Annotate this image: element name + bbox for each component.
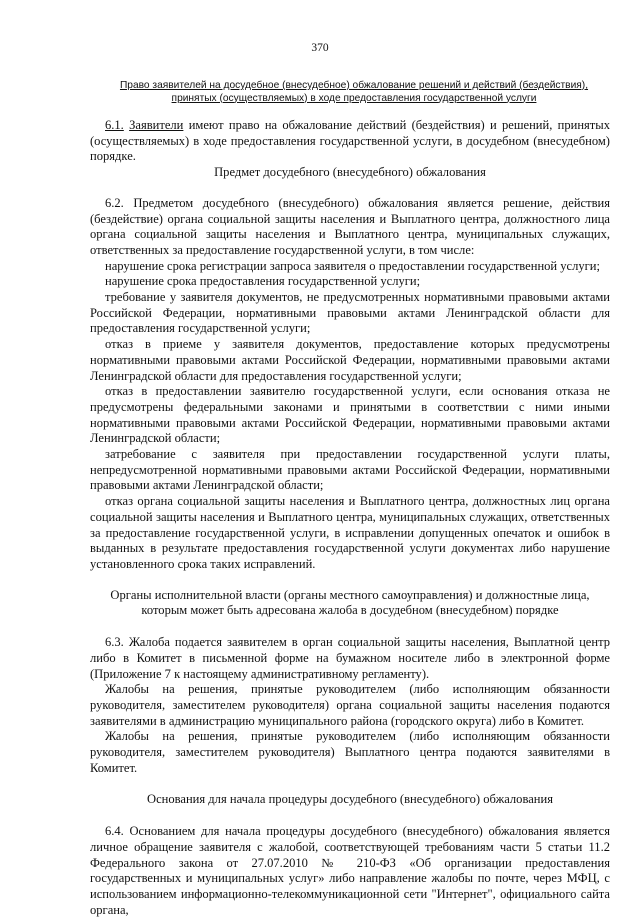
page-number: 370 bbox=[311, 42, 329, 54]
list-item: нарушение срока регистрации запроса заявителя о предоставлении государственной услуги; bbox=[105, 258, 601, 273]
heading-grounds: Основания для начала процедуры досудебного (внесудебного) обжалования bbox=[147, 792, 553, 807]
paragraph-6-3-a: Жалобы на решения, принятые руководителем (либо исполняющим обязанности руководителя, заместителем руководителя) органа социальной защиты населения подаются заявителями в администрацию муниципального района (городского округа) либо в Комитет. bbox=[90, 682, 610, 728]
paragraph-6-3: 6.3. Жалоба подается заявителем в орган социальной защиты населения, Выплатной центр либо в Комитет в письменной форме на бумажном носителе либо в электронной форме (Приложение 7 к настоящему административному регламенту). bbox=[90, 635, 610, 681]
paragraph-6-3-b: Жалобы на решения, принятые руководителем (либо исполняющим обязанности руководителя, заместителем руководителя) Выплатного центра подаются заявителями в Комитет. bbox=[90, 729, 610, 775]
paragraph-6-1-text: имеют право на обжалование действий (бездействия) и решений, принятых (осуществляемых) в ходе предоставления государственной услуги, в досудебном (внесудебном) порядке. bbox=[90, 118, 610, 164]
spacer bbox=[90, 181, 610, 196]
list-item: требование у заявителя документов, не предусмотренных нормативными правовыми актами Российской Федерации, нормативными правовыми актами Ленинградской области для предоставления государственной услуги; bbox=[90, 290, 610, 336]
paragraph-6-4: 6.4. Основанием для начала процедуры досудебного (внесудебного) обжалования является личное обращение заявителя с жалобой, соответствующей требованиям части 5 статьи 11.2 Федерального закона от 27.07.2010 № 210-ФЗ «Об организации предоставления государственных и муниципальных услуг» либо направление жалобы по почте, через МФЦ, с использованием информационно-телекоммуникационной сети "Интернет", официального сайта органа, bbox=[90, 824, 610, 917]
heading-authorities: Органы исполнительной власти (органы местного самоуправления) и должностные лица, которым может быть адресована жалоба в досудебном (внесудебном) порядке bbox=[110, 587, 590, 618]
spacer bbox=[90, 776, 610, 792]
document-body bbox=[90, 118, 610, 918]
paragraph-6-1-number: 6.1. bbox=[105, 118, 124, 132]
list-item: нарушение срока предоставления государственной услуги; bbox=[105, 274, 421, 289]
spacer bbox=[90, 573, 610, 588]
paragraph-6-1 bbox=[90, 118, 610, 165]
list-item: отказ органа социальной защиты населения и Выплатного центра, должностных лиц органа социальной защиты населения и Выплатного центра, муниципальных служащих, ответственных за предоставление государственной услуги, в исправлении допущенных опечаток и ошибок в выданных в результате предоставления государственной услуги документах либо нарушение установленного срока таких исправлений. bbox=[90, 494, 610, 571]
heading-subject: Предмет досудебного (внесудебного) обжалования bbox=[214, 165, 486, 180]
section-title: Право заявителей на досудебное (внесудебное) обжалование решений и действий (бездействия), принятых (осуществляемых) в ходе предоставления государственной услуги bbox=[119, 80, 589, 104]
list-item: отказ в предоставлении заявителю государственной услуги, если основания отказа не предусмотрены федеральными законами и принятыми в соответствии с ними иными нормативными правовыми актами Российской Федерации, нормативными правовыми актами Ленинградской области; bbox=[90, 384, 610, 446]
spacer bbox=[90, 619, 610, 635]
list-item: затребование с заявителя при предоставлении государственной услуги платы, непредусмотренной нормативными правовыми актами Российской Федерации, нормативными правовыми актами Ленинградской области; bbox=[90, 447, 610, 493]
paragraph-6-2: 6.2. Предметом досудебного (внесудебного) обжалования является решение, действия (бездействие) органа социальной защиты населения и Выплатного центра, должностного лица органа социальной защиты населения и Выплатного центра, муниципальных служащих, ответственных за предоставление государственной услуги, в том числе: bbox=[90, 195, 610, 257]
paragraph-6-1-subject: Заявители bbox=[129, 118, 184, 132]
list-item: отказ в приеме у заявителя документов, предоставление которых предусмотрены нормативными правовыми актами Российской Федерации, нормативными правовыми актами Ленинградской области для предоставления государственной услуги; bbox=[90, 337, 610, 383]
spacer bbox=[90, 808, 610, 824]
